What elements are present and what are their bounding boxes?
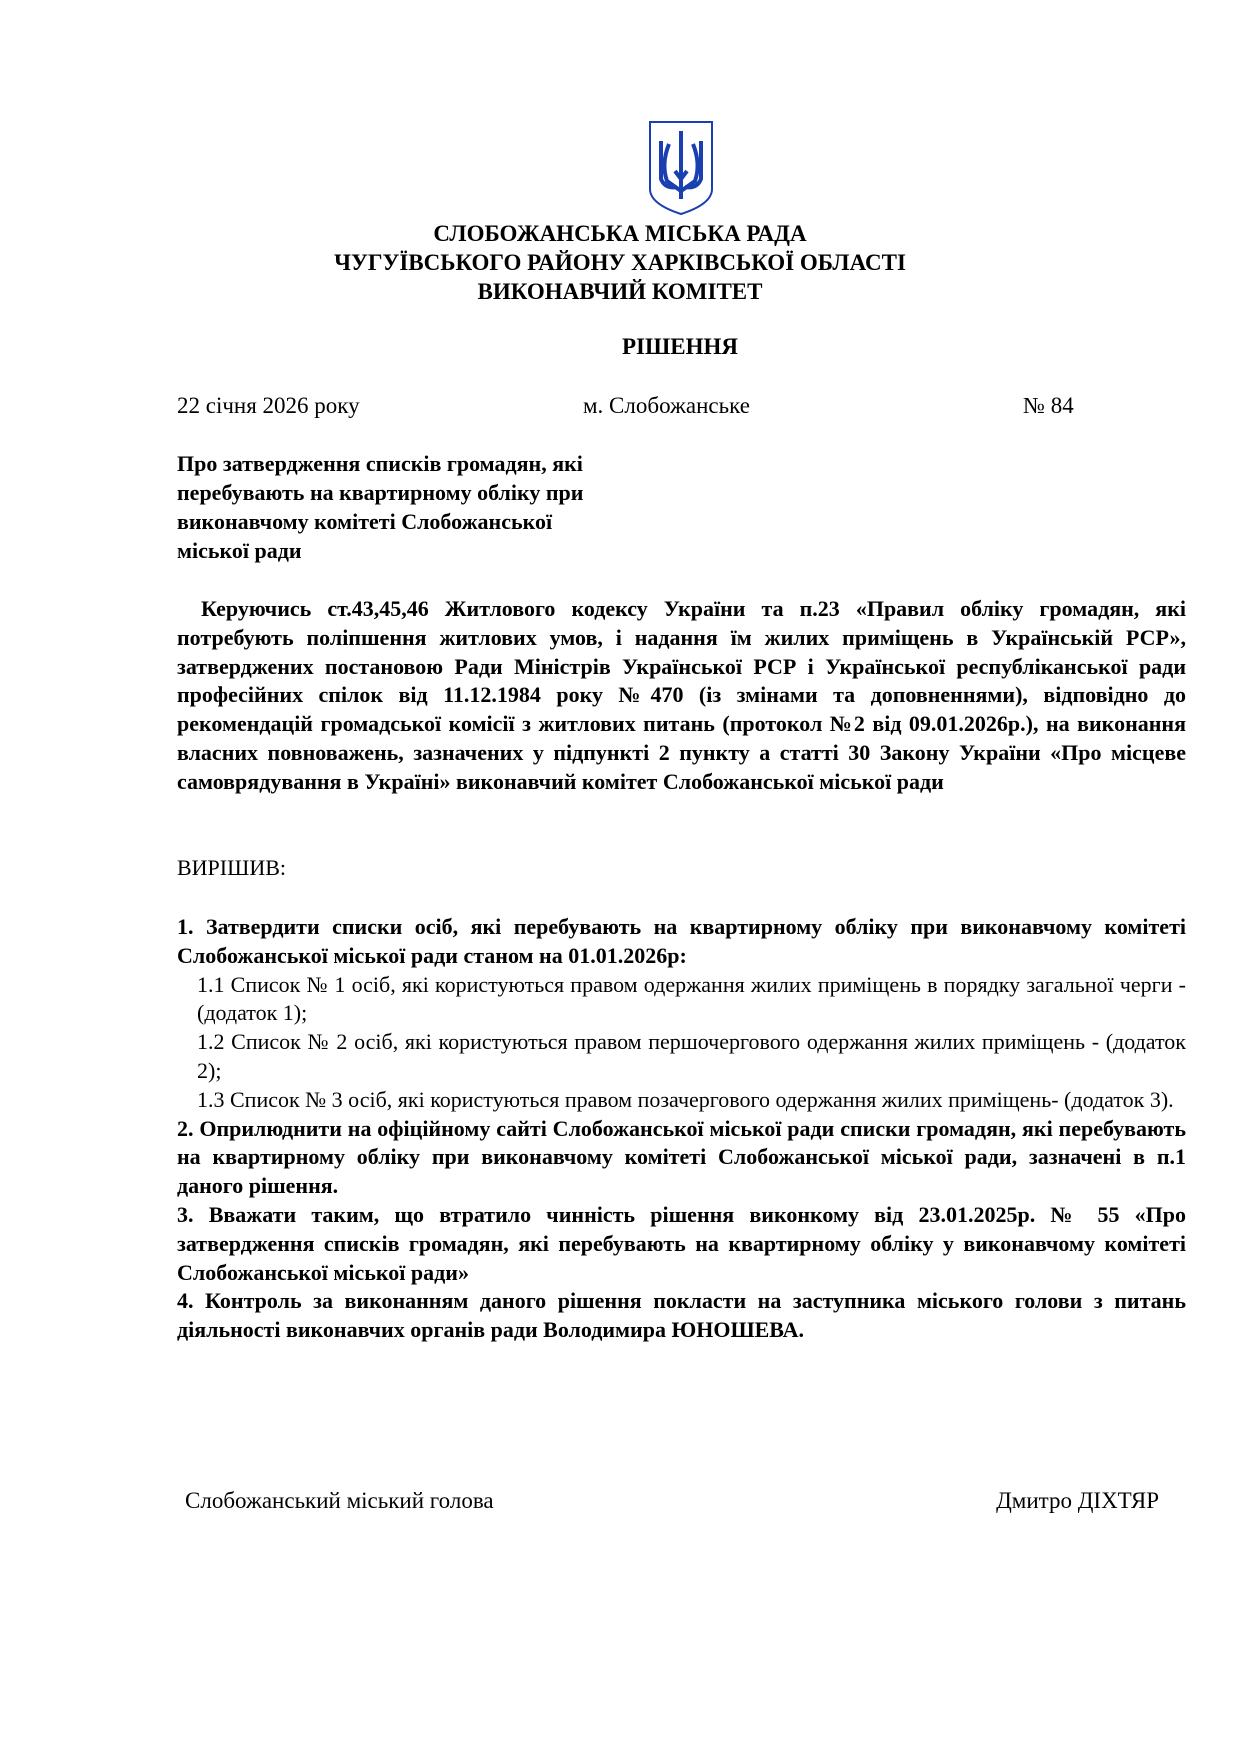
title-line: перебувають на квартирному обліку при (177, 480, 584, 505)
item-3: 3. Вважати таким, що втратило чинність рішення виконкому від 23.01.2025р. № 55 «Про затвердження списків громадян, які перебувають на квартирному обліку у виконавчому комітеті Слобожанської міської ради» (177, 1201, 1186, 1285)
header-line-2: ЧУГУЇВСЬКОГО РАЙОНУ ХАРКІВСЬКОЇ ОБЛАСТІ (334, 250, 906, 275)
signatory-name: Дмитро ДІХТЯР (996, 1488, 1159, 1513)
header-line-1: СЛОБОЖАНСЬКА МІСЬКА РАДА (433, 221, 807, 246)
document-type: РІШЕННЯ (622, 334, 738, 359)
header-line-3: ВИКОНАВЧИЙ КОМІТЕТ (477, 279, 763, 304)
item-1-2: 1.2 Список № 2 осіб, які користуються правом першочергового одержання жилих приміщень - (додаток 2); (197, 1029, 1186, 1083)
title-line: Про затвердження списків громадян, які (177, 451, 583, 476)
decision-date: 22 січня 2026 року (177, 393, 360, 418)
coat-of-arms-emblem (647, 119, 715, 216)
item-1: 1. Затвердити списки осіб, які перебувають на квартирному обліку при виконавчому комітеті Слобожанської міської ради станом на 01.01.2026р: (177, 914, 1186, 968)
resolved-heading: ВИРІШИВ: (177, 855, 286, 880)
decision-title (177, 449, 697, 565)
item-4: 4. Контроль за виконанням даного рішення покласти на заступника міського голови з питань діяльності виконавчих органів ради Володимира ЮНОШЕВА. (177, 1288, 1186, 1343)
council-header (0, 219, 1240, 306)
item-2: 2. Оприлюднити на офіційному сайті Слобожанської міської ради списки громадян, які перебувають на квартирному обліку при виконавчому комітеті Слобожанської міської ради, зазначені в п.1 даного рішення. (177, 1115, 1186, 1199)
title-line: виконавчому комітеті Слобожанської (177, 509, 553, 534)
title-line: міської ради (177, 538, 302, 563)
preamble: Керуючись ст.43,45,46 Житлового кодексу України та п.23 «Правил обліку громадян, які потребують поліпшення житлових умов, і надання їм жилих приміщень в Українській РСР», затверджених постановою Ради Міністрів Української РСР і Української республіканської ради професійних спілок від 11.12.1984 року №470 (із змінами та доповненнями), відповідно до рекомендацій громадської комісії з житлових питань (протокол №2 від 09.01.2026р.), на виконання власних повноважень, зазначених у підпункті 2 пункту а статті 30 Закону України «Про місцеве самоврядування в Україні» виконавчий комітет Слобожанської міської ради (177, 596, 1186, 794)
resolution-items (177, 913, 1186, 1345)
item-1-1: 1.1 Список № 1 осіб, які користуються правом одержання жилих приміщень в порядку загальної черги - (додаток 1); (197, 971, 1186, 1026)
item-1-3: 1.3 Список № 3 осіб, які користуються правом позачергового одержання жилих приміщень- (додаток 3). (197, 1086, 1174, 1112)
decision-number: № 84 (1023, 393, 1074, 418)
signatory-position: Слобожанський міський голова (185, 1488, 494, 1513)
decision-place: м. Слобожанське (583, 393, 750, 418)
